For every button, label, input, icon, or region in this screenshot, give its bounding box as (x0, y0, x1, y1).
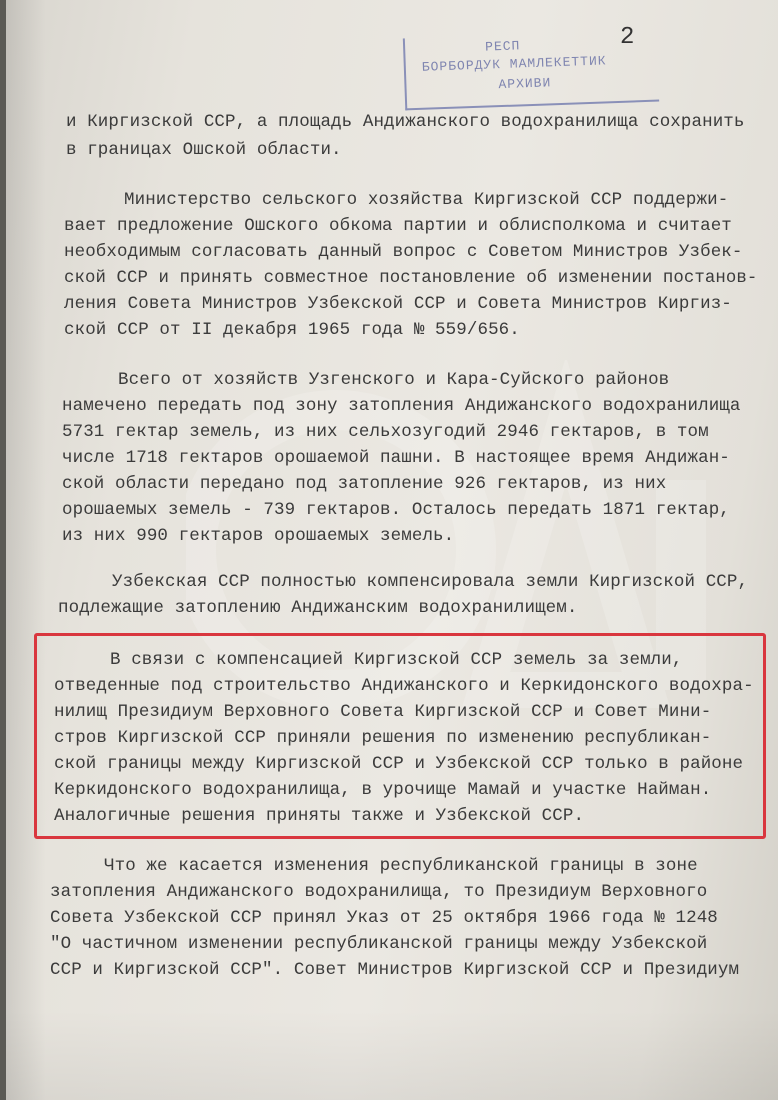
text-line: Керкидонского водохранилища, в урочище Мамай и участке Найман. (54, 780, 712, 800)
text-line: Что же касается изменения республиканской границы в зоне (104, 856, 698, 876)
text-line: намечено передать под зону затопления Андижанского водохранилища (62, 396, 741, 416)
stamp-line: БОРБОРДУК МАМЛЕКЕТТИК (421, 53, 607, 75)
text-line: необходимым согласовать данный вопрос с Советом Министров Узбек- (64, 242, 743, 262)
stamp-line: АРХИВИ (498, 75, 552, 93)
page-number: 2 (620, 24, 635, 51)
text-line: В связи с компенсацией Киргизской ССР земель за земли, (110, 650, 683, 670)
text-line: подлежащие затоплению Андижанским водохранилищем. (58, 598, 578, 618)
text-line: числе 1718 гектаров орошаемой пашни. В настоящее время Андижан- (62, 448, 730, 468)
text-line: затопления Андижанского водохранилища, то Президиум Верховного (50, 882, 708, 902)
archive-stamp (403, 30, 659, 111)
text-line: ской области передано под затопление 926 гектаров, из них (62, 474, 667, 494)
text-line: Совета Узбекской ССР принял Указ от 25 октября 1966 года № 1248 (50, 908, 718, 928)
text-line: стров Киргизской ССР приняли решения по изменению республикан- (54, 728, 712, 748)
text-line: в границах Ошской области. (66, 140, 342, 160)
text-line: Всего от хозяйств Узгенского и Кара-Суйского районов (118, 370, 670, 390)
text-line: ской ССР и принять совместное постановление об изменении постанов- (64, 268, 758, 288)
text-line: ской границы между Киргизской ССР и Узбекской ССР только в районе (54, 754, 744, 774)
document-page (6, 0, 778, 1100)
text-line: вает предложение Ошского обкома партии и облисполкома и считает (64, 216, 732, 236)
text-line: "О частичном изменении республиканской границы между Узбекской (50, 934, 708, 954)
text-line: Узбекская ССР полностью компенсировала земли Киргизской ССР, (112, 572, 749, 592)
text-line: орошаемых земель - 739 гектаров. Осталось передать 1871 гектар, (62, 500, 730, 520)
text-line: ССР и Киргизской ССР". Совет Министров Киргизской ССР и Президиум (50, 960, 740, 980)
text-line: Министерство сельского хозяйства Киргизской ССР поддержи- (124, 190, 729, 210)
text-line: ления Совета Министров Узбекской ССР и Совета Министров Киргиз- (64, 294, 732, 314)
stamp-line: РЕСП (484, 38, 521, 55)
text-line: из них 990 гектаров орошаемых земель. (62, 526, 455, 546)
text-line: 5731 гектар земель, из них сельхозугодий 2946 гектаров, в том (62, 422, 709, 442)
text-line: нилищ Президиум Верховного Совета Киргизской ССР и Совет Мини- (54, 702, 712, 722)
page-shadow (6, 1010, 778, 1100)
text-line: ской ССР от II декабря 1965 года № 559/656. (64, 320, 520, 340)
text-line: отведенные под строительство Андижанского и Керкидонского водохра- (54, 676, 754, 696)
text-line: и Киргизской ССР, а площадь Андижанского водохранилища сохранить (66, 112, 745, 132)
text-line: Аналогичные решения приняты также и Узбекской ССР. (54, 806, 585, 826)
